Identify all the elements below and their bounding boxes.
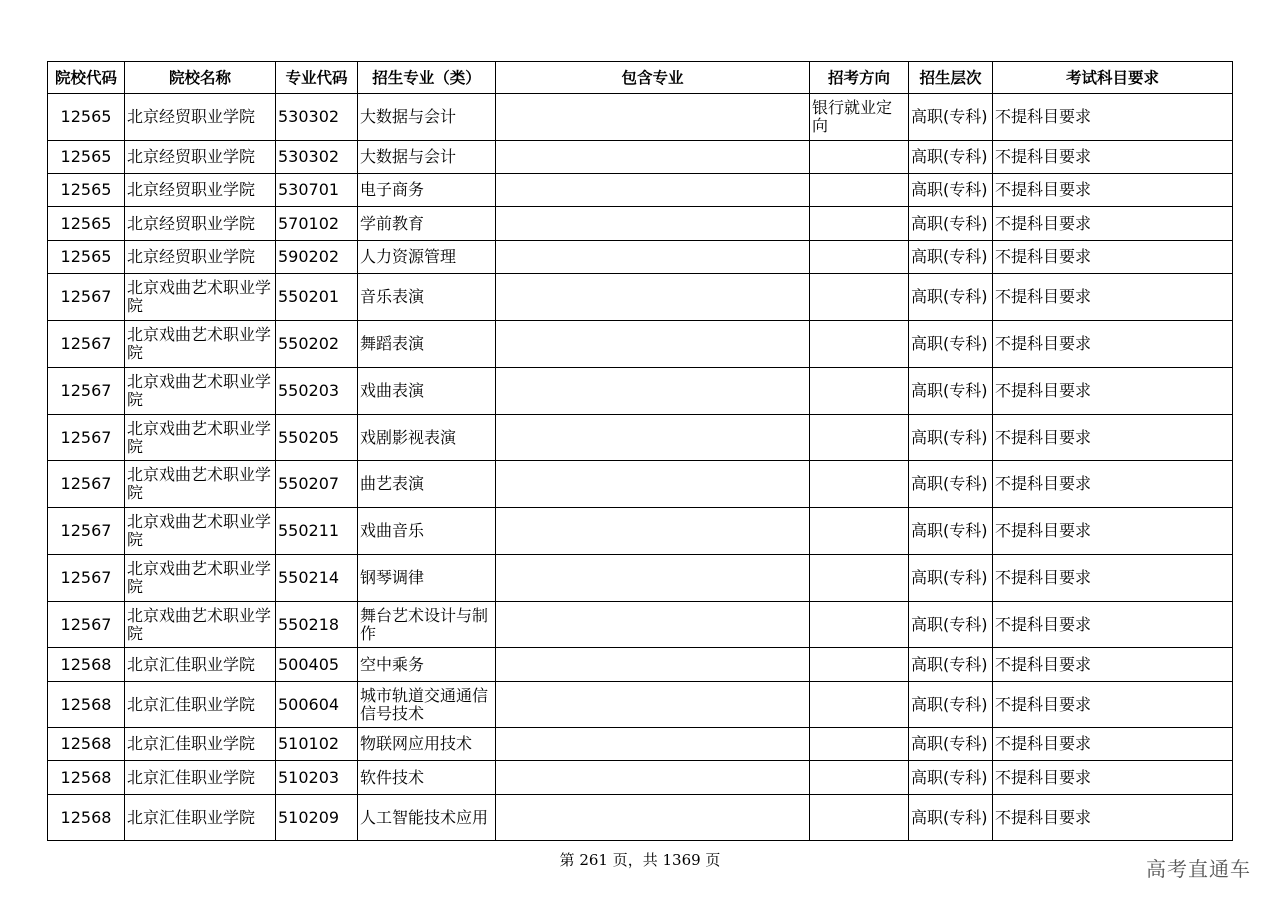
table-row bbox=[48, 648, 1233, 682]
school-code-cell: 12567 bbox=[48, 368, 125, 415]
header-row bbox=[48, 62, 1233, 94]
direction-cell bbox=[810, 602, 909, 648]
direction-cell bbox=[810, 508, 909, 555]
major-cell: 人工智能技术应用 bbox=[358, 795, 496, 841]
major-cell: 大数据与会计 bbox=[358, 141, 496, 174]
included-majors-cell bbox=[496, 795, 810, 841]
level-cell: 高职(专科) bbox=[909, 415, 993, 461]
school-code-cell: 12567 bbox=[48, 274, 125, 321]
major-code-cell: 530302 bbox=[276, 141, 358, 174]
major-code-cell: 550203 bbox=[276, 368, 358, 415]
major-cell: 音乐表演 bbox=[358, 274, 496, 321]
direction-cell bbox=[810, 174, 909, 207]
school-code-cell: 12568 bbox=[48, 795, 125, 841]
direction-cell bbox=[810, 555, 909, 602]
included-majors-cell bbox=[496, 207, 810, 241]
table-row bbox=[48, 761, 1233, 795]
included-majors-cell bbox=[496, 141, 810, 174]
level-cell: 高职(专科) bbox=[909, 602, 993, 648]
direction-cell bbox=[810, 648, 909, 682]
level-cell: 高职(专科) bbox=[909, 141, 993, 174]
major-code-cell: 530701 bbox=[276, 174, 358, 207]
school-name-cell: 北京汇佳职业学院 bbox=[125, 682, 276, 728]
included-majors-cell bbox=[496, 321, 810, 368]
direction-cell bbox=[810, 682, 909, 728]
major-code-cell: 510102 bbox=[276, 728, 358, 761]
subject-requirement-cell: 不提科目要求 bbox=[993, 368, 1233, 415]
major-cell: 学前教育 bbox=[358, 207, 496, 241]
included-majors-cell bbox=[496, 648, 810, 682]
header-school-code: 院校代码 bbox=[48, 62, 125, 94]
school-code-cell: 12565 bbox=[48, 174, 125, 207]
included-majors-cell bbox=[496, 555, 810, 602]
school-name-cell: 北京汇佳职业学院 bbox=[125, 795, 276, 841]
header-major-code: 专业代码 bbox=[276, 62, 358, 94]
table-row bbox=[48, 274, 1233, 321]
level-cell: 高职(专科) bbox=[909, 274, 993, 321]
major-code-cell: 550218 bbox=[276, 602, 358, 648]
included-majors-cell bbox=[496, 682, 810, 728]
subject-requirement-cell: 不提科目要求 bbox=[993, 415, 1233, 461]
school-name-cell: 北京戏曲艺术职业学院 bbox=[125, 321, 276, 368]
level-cell: 高职(专科) bbox=[909, 321, 993, 368]
level-cell: 高职(专科) bbox=[909, 682, 993, 728]
included-majors-cell bbox=[496, 94, 810, 141]
major-code-cell: 510203 bbox=[276, 761, 358, 795]
included-majors-cell bbox=[496, 274, 810, 321]
included-majors-cell bbox=[496, 415, 810, 461]
header-school-name: 院校名称 bbox=[125, 62, 276, 94]
table-body bbox=[48, 94, 1233, 841]
direction-cell: 银行就业定向 bbox=[810, 94, 909, 141]
direction-cell bbox=[810, 461, 909, 508]
included-majors-cell bbox=[496, 761, 810, 795]
school-name-cell: 北京戏曲艺术职业学院 bbox=[125, 602, 276, 648]
table-row bbox=[48, 728, 1233, 761]
school-name-cell: 北京汇佳职业学院 bbox=[125, 728, 276, 761]
watermark: 高考直通车 bbox=[1146, 857, 1251, 881]
subject-requirement-cell: 不提科目要求 bbox=[993, 321, 1233, 368]
major-cell: 人力资源管理 bbox=[358, 241, 496, 274]
school-code-cell: 12567 bbox=[48, 321, 125, 368]
direction-cell bbox=[810, 795, 909, 841]
header-subject-requirement: 考试科目要求 bbox=[993, 62, 1233, 94]
level-cell: 高职(专科) bbox=[909, 508, 993, 555]
direction-cell bbox=[810, 321, 909, 368]
subject-requirement-cell: 不提科目要求 bbox=[993, 461, 1233, 508]
header-major: 招生专业（类） bbox=[358, 62, 496, 94]
included-majors-cell bbox=[496, 508, 810, 555]
direction-cell bbox=[810, 207, 909, 241]
table-row bbox=[48, 508, 1233, 555]
major-code-cell: 590202 bbox=[276, 241, 358, 274]
school-code-cell: 12568 bbox=[48, 682, 125, 728]
subject-requirement-cell: 不提科目要求 bbox=[993, 241, 1233, 274]
direction-cell bbox=[810, 728, 909, 761]
subject-requirement-cell: 不提科目要求 bbox=[993, 94, 1233, 141]
admissions-table bbox=[47, 61, 1233, 841]
school-name-cell: 北京戏曲艺术职业学院 bbox=[125, 415, 276, 461]
table-row bbox=[48, 368, 1233, 415]
direction-cell bbox=[810, 761, 909, 795]
level-cell: 高职(专科) bbox=[909, 795, 993, 841]
school-name-cell: 北京汇佳职业学院 bbox=[125, 648, 276, 682]
header-included-majors: 包含专业 bbox=[496, 62, 810, 94]
school-code-cell: 12565 bbox=[48, 141, 125, 174]
page-number: 第 261 页，共 1369 页 bbox=[559, 851, 721, 869]
level-cell: 高职(专科) bbox=[909, 728, 993, 761]
major-code-cell: 550205 bbox=[276, 415, 358, 461]
subject-requirement-cell: 不提科目要求 bbox=[993, 728, 1233, 761]
school-name-cell: 北京戏曲艺术职业学院 bbox=[125, 555, 276, 602]
subject-requirement-cell: 不提科目要求 bbox=[993, 207, 1233, 241]
subject-requirement-cell: 不提科目要求 bbox=[993, 174, 1233, 207]
subject-requirement-cell: 不提科目要求 bbox=[993, 274, 1233, 321]
major-cell: 戏曲音乐 bbox=[358, 508, 496, 555]
included-majors-cell bbox=[496, 174, 810, 207]
school-code-cell: 12567 bbox=[48, 415, 125, 461]
header-level: 招生层次 bbox=[909, 62, 993, 94]
table-row bbox=[48, 682, 1233, 728]
table-row bbox=[48, 461, 1233, 508]
level-cell: 高职(专科) bbox=[909, 461, 993, 508]
major-code-cell: 530302 bbox=[276, 94, 358, 141]
level-cell: 高职(专科) bbox=[909, 174, 993, 207]
table-row bbox=[48, 555, 1233, 602]
major-cell: 物联网应用技术 bbox=[358, 728, 496, 761]
table-row bbox=[48, 241, 1233, 274]
school-name-cell: 北京经贸职业学院 bbox=[125, 94, 276, 141]
major-cell: 空中乘务 bbox=[358, 648, 496, 682]
school-code-cell: 12567 bbox=[48, 508, 125, 555]
level-cell: 高职(专科) bbox=[909, 94, 993, 141]
included-majors-cell bbox=[496, 241, 810, 274]
school-code-cell: 12568 bbox=[48, 648, 125, 682]
major-cell: 大数据与会计 bbox=[358, 94, 496, 141]
major-cell: 电子商务 bbox=[358, 174, 496, 207]
school-code-cell: 12568 bbox=[48, 761, 125, 795]
direction-cell bbox=[810, 368, 909, 415]
major-cell: 软件技术 bbox=[358, 761, 496, 795]
major-code-cell: 510209 bbox=[276, 795, 358, 841]
school-name-cell: 北京汇佳职业学院 bbox=[125, 761, 276, 795]
major-cell: 舞台艺术设计与制作 bbox=[358, 602, 496, 648]
table-row bbox=[48, 795, 1233, 841]
school-code-cell: 12567 bbox=[48, 555, 125, 602]
table-row bbox=[48, 207, 1233, 241]
major-code-cell: 550211 bbox=[276, 508, 358, 555]
included-majors-cell bbox=[496, 368, 810, 415]
subject-requirement-cell: 不提科目要求 bbox=[993, 555, 1233, 602]
school-code-cell: 12565 bbox=[48, 94, 125, 141]
major-code-cell: 550202 bbox=[276, 321, 358, 368]
level-cell: 高职(专科) bbox=[909, 368, 993, 415]
major-code-cell: 570102 bbox=[276, 207, 358, 241]
school-code-cell: 12565 bbox=[48, 241, 125, 274]
header-direction: 招考方向 bbox=[810, 62, 909, 94]
school-name-cell: 北京经贸职业学院 bbox=[125, 174, 276, 207]
school-name-cell: 北京经贸职业学院 bbox=[125, 207, 276, 241]
school-name-cell: 北京经贸职业学院 bbox=[125, 241, 276, 274]
school-code-cell: 12567 bbox=[48, 602, 125, 648]
major-code-cell: 550201 bbox=[276, 274, 358, 321]
school-name-cell: 北京戏曲艺术职业学院 bbox=[125, 368, 276, 415]
subject-requirement-cell: 不提科目要求 bbox=[993, 682, 1233, 728]
direction-cell bbox=[810, 415, 909, 461]
level-cell: 高职(专科) bbox=[909, 241, 993, 274]
major-cell: 戏剧影视表演 bbox=[358, 415, 496, 461]
level-cell: 高职(专科) bbox=[909, 207, 993, 241]
direction-cell bbox=[810, 241, 909, 274]
school-name-cell: 北京戏曲艺术职业学院 bbox=[125, 461, 276, 508]
major-code-cell: 550207 bbox=[276, 461, 358, 508]
included-majors-cell bbox=[496, 728, 810, 761]
table-row bbox=[48, 141, 1233, 174]
table-row bbox=[48, 94, 1233, 141]
subject-requirement-cell: 不提科目要求 bbox=[993, 602, 1233, 648]
school-code-cell: 12568 bbox=[48, 728, 125, 761]
major-cell: 城市轨道交通通信信号技术 bbox=[358, 682, 496, 728]
table-row bbox=[48, 321, 1233, 368]
table-row bbox=[48, 415, 1233, 461]
school-name-cell: 北京戏曲艺术职业学院 bbox=[125, 274, 276, 321]
table-row bbox=[48, 174, 1233, 207]
subject-requirement-cell: 不提科目要求 bbox=[993, 508, 1233, 555]
level-cell: 高职(专科) bbox=[909, 555, 993, 602]
school-name-cell: 北京经贸职业学院 bbox=[125, 141, 276, 174]
subject-requirement-cell: 不提科目要求 bbox=[993, 648, 1233, 682]
included-majors-cell bbox=[496, 602, 810, 648]
school-code-cell: 12567 bbox=[48, 461, 125, 508]
school-code-cell: 12565 bbox=[48, 207, 125, 241]
major-cell: 舞蹈表演 bbox=[358, 321, 496, 368]
major-code-cell: 500604 bbox=[276, 682, 358, 728]
included-majors-cell bbox=[496, 461, 810, 508]
subject-requirement-cell: 不提科目要求 bbox=[993, 141, 1233, 174]
direction-cell bbox=[810, 274, 909, 321]
major-cell: 曲艺表演 bbox=[358, 461, 496, 508]
table-row bbox=[48, 602, 1233, 648]
major-cell: 戏曲表演 bbox=[358, 368, 496, 415]
major-code-cell: 500405 bbox=[276, 648, 358, 682]
level-cell: 高职(专科) bbox=[909, 761, 993, 795]
subject-requirement-cell: 不提科目要求 bbox=[993, 761, 1233, 795]
level-cell: 高职(专科) bbox=[909, 648, 993, 682]
subject-requirement-cell: 不提科目要求 bbox=[993, 795, 1233, 841]
direction-cell bbox=[810, 141, 909, 174]
major-cell: 钢琴调律 bbox=[358, 555, 496, 602]
major-code-cell: 550214 bbox=[276, 555, 358, 602]
school-name-cell: 北京戏曲艺术职业学院 bbox=[125, 508, 276, 555]
